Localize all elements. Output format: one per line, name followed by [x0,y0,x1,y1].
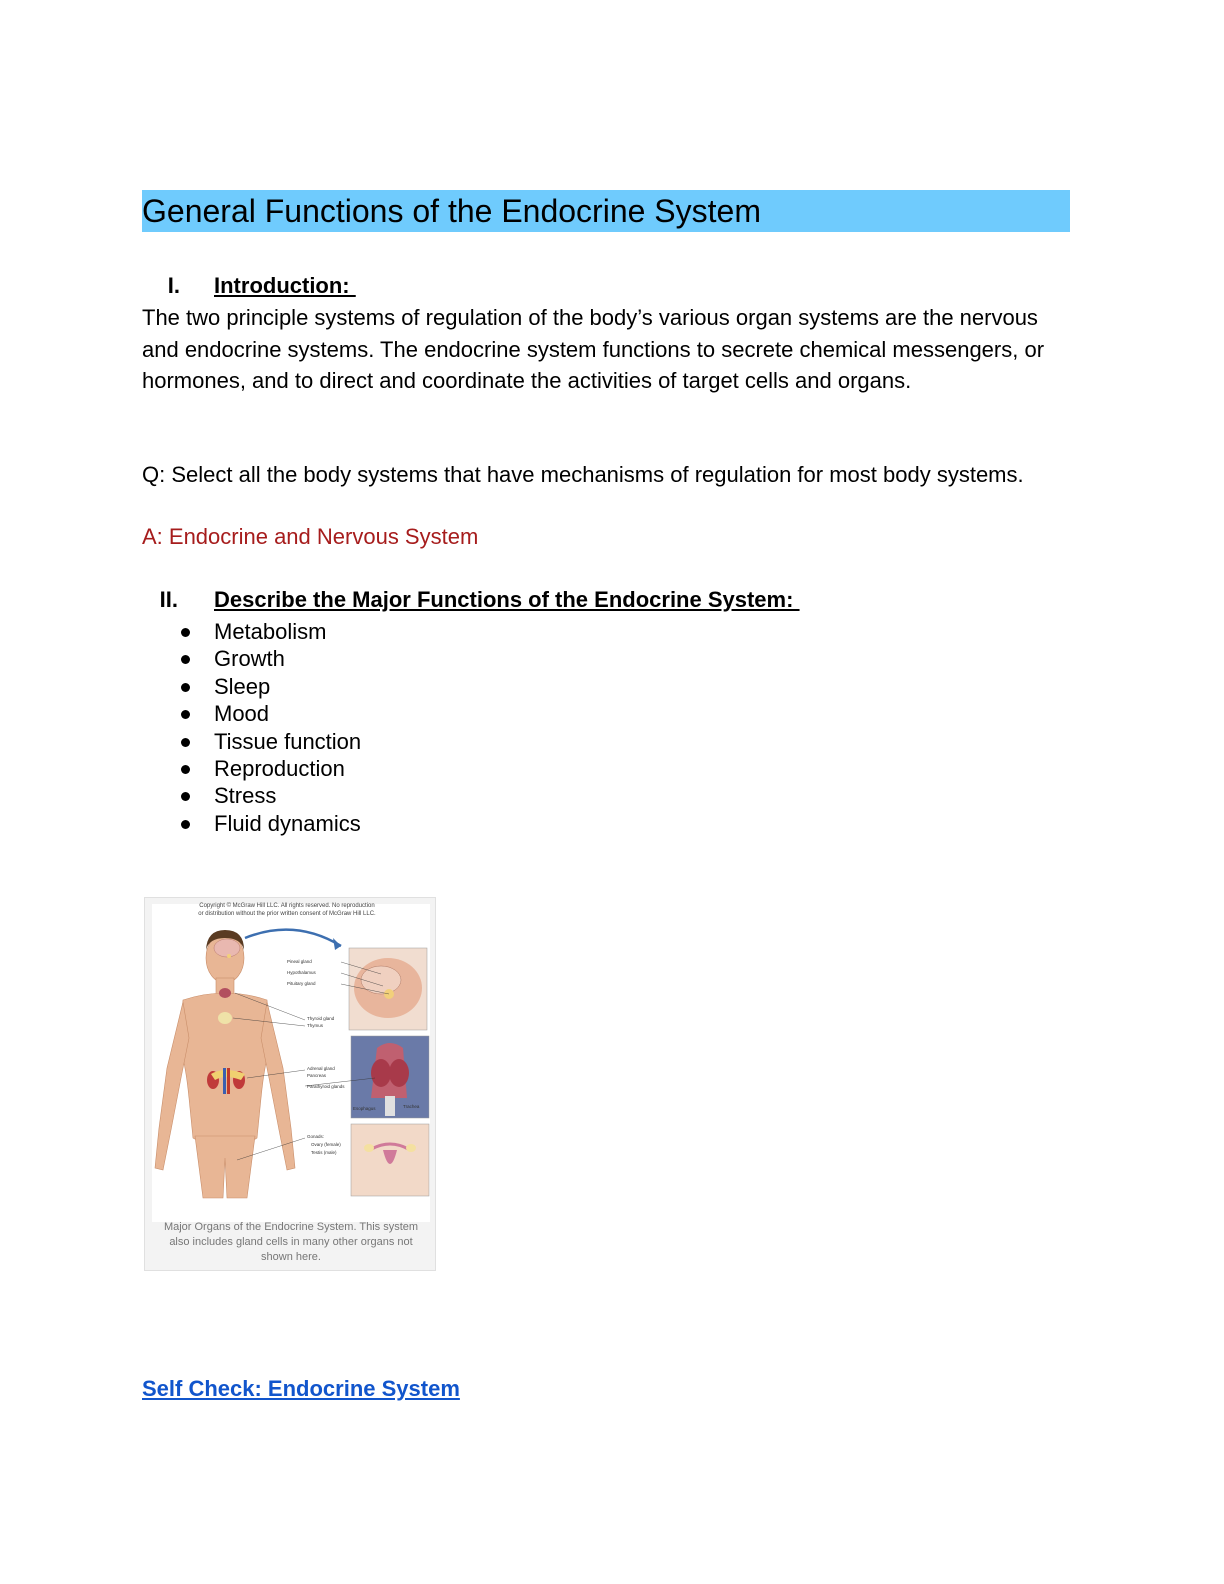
label-hypothalamus: Hypothalamus [287,970,316,975]
figure-copyright: Copyright © McGraw Hill LLC. All rights reserved. No reproduction or distribution without the prior written consent of McGraw Hill LLC. [198,903,376,917]
bullet-icon [181,792,190,801]
list-item: Reproduction [142,755,361,782]
label-gonads: Gonads: [307,1134,325,1139]
self-check-link[interactable]: Self Check: Endocrine System [142,1376,460,1401]
question-text: Q: Select all the body systems that have mechanisms of regulation for most body systems. [142,462,1024,487]
label-pancreas: Pancreas [307,1073,327,1078]
section-number: I. [167,273,180,298]
label-adrenal: Adrenal gland [307,1066,335,1071]
list-item: Metabolism [142,618,361,645]
list-item: Stress [142,782,361,809]
label-thyroid: Thyroid gland [307,1016,335,1021]
bullet-icon [181,820,190,829]
figure-caption: Major Organs of the Endocrine System. This system also includes gland cells in many other organs not shown here. [163,1221,419,1263]
section-title: Describe the Major Functions of the Endocrine System: [214,587,800,612]
label-trachea: Trachea [403,1104,420,1109]
label-pineal: Pineal gland [287,959,312,964]
bullet-icon [181,655,190,664]
bullet-icon [181,683,190,692]
bullet-icon [181,710,190,719]
list-item: Growth [142,645,361,672]
bullet-icon [181,628,190,637]
label-testis: Testis (male) [311,1150,337,1155]
label-thymus: Thymus [307,1023,324,1028]
list-item: Fluid dynamics [142,810,361,837]
label-ovary: Ovary (female) [311,1142,341,1147]
section-number: II. [159,587,178,612]
endocrine-system-figure [144,897,436,1271]
answer-text: A: Endocrine and Nervous System [142,524,479,549]
label-pituitary: Pituitary gland [287,981,316,986]
list-item: Mood [142,700,361,727]
endocrine-illustration [145,898,437,1272]
list-item: Sleep [142,673,361,700]
section-heading-functions [142,587,942,613]
label-parathyroid: Parathyroid glands [307,1084,345,1089]
section-title: Introduction: [214,273,356,298]
bullet-icon [181,738,190,747]
label-esophagus: Esophagus [353,1106,376,1111]
page-title: General Functions of the Endocrine System [142,190,1070,232]
list-item: Tissue function [142,728,361,755]
functions-list [142,618,361,837]
bullet-icon [181,765,190,774]
section-heading-introduction [142,273,542,299]
intro-paragraph: The two principle systems of regulation of the body’s various organ systems are the nervous and endocrine systems. The endocrine system functions to secrete chemical messengers, or hormones, and to direct and coordinate the activities of target cells and organs. [142,305,1045,393]
